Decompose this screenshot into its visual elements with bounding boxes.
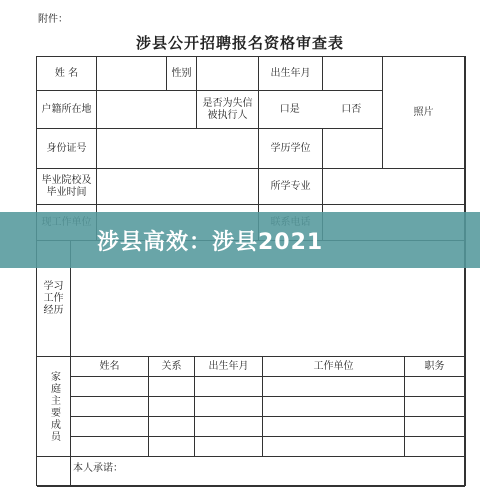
option-yes[interactable]: 口是 [279, 103, 300, 115]
commitment-text: 本人承诺： [71, 457, 465, 487]
family-cell [195, 377, 263, 397]
family-cell [195, 417, 263, 437]
col-birth: 出生年月 [195, 357, 263, 377]
col-relation: 关系 [149, 357, 195, 377]
attachment-label: 附件： [38, 14, 68, 25]
col-post: 职务 [405, 357, 465, 377]
family-cell [71, 417, 149, 437]
form-title: 涉县公开招聘报名资格审查表 [135, 34, 344, 52]
degree-value [323, 129, 383, 169]
school-label: 毕业院校及毕业时间 [37, 169, 97, 205]
family-cell [71, 377, 149, 397]
family-cell [405, 397, 465, 417]
dishonest-options [259, 91, 383, 129]
degree-label: 学历学位 [259, 129, 323, 169]
family-cell [71, 437, 149, 457]
family-cell [405, 377, 465, 397]
banner-text: 涉县高效：涉县2021 [97, 230, 324, 255]
major-value [323, 169, 465, 205]
family-cell [195, 437, 263, 457]
gender-value [197, 57, 259, 91]
family-cell [149, 377, 195, 397]
family-cell [149, 417, 195, 437]
col-name: 姓名 [71, 357, 149, 377]
family-cell [263, 437, 405, 457]
major-label: 所学专业 [259, 169, 323, 205]
birth-label: 出生年月 [259, 57, 323, 91]
resume-label: 学习工作经历 [37, 241, 71, 357]
application-form-table [36, 56, 466, 486]
family-cell [263, 377, 405, 397]
col-work: 工作单位 [263, 357, 405, 377]
commit-side [37, 457, 71, 487]
hukou-label: 户籍所在地 [37, 91, 97, 129]
family-cell [405, 437, 465, 457]
hukou-value [97, 91, 197, 129]
family-cell [195, 397, 263, 417]
dishonest-label: 是否为失信被执行人 [197, 91, 259, 129]
school-value [97, 169, 259, 205]
family-cell [149, 437, 195, 457]
photo-box: 照片 [383, 57, 465, 169]
birth-value [323, 57, 383, 91]
idcard-value [97, 129, 259, 169]
gender-label: 性别 [167, 57, 197, 91]
name-label: 姓 名 [37, 57, 97, 91]
family-cell [405, 417, 465, 437]
family-cell [71, 397, 149, 417]
name-value [97, 57, 167, 91]
family-cell [263, 417, 405, 437]
option-no[interactable]: 口否 [341, 103, 362, 115]
idcard-label: 身份证号 [37, 129, 97, 169]
family-cell [149, 397, 195, 417]
family-cell [263, 397, 405, 417]
family-label: 家庭主要成员 [37, 357, 71, 457]
